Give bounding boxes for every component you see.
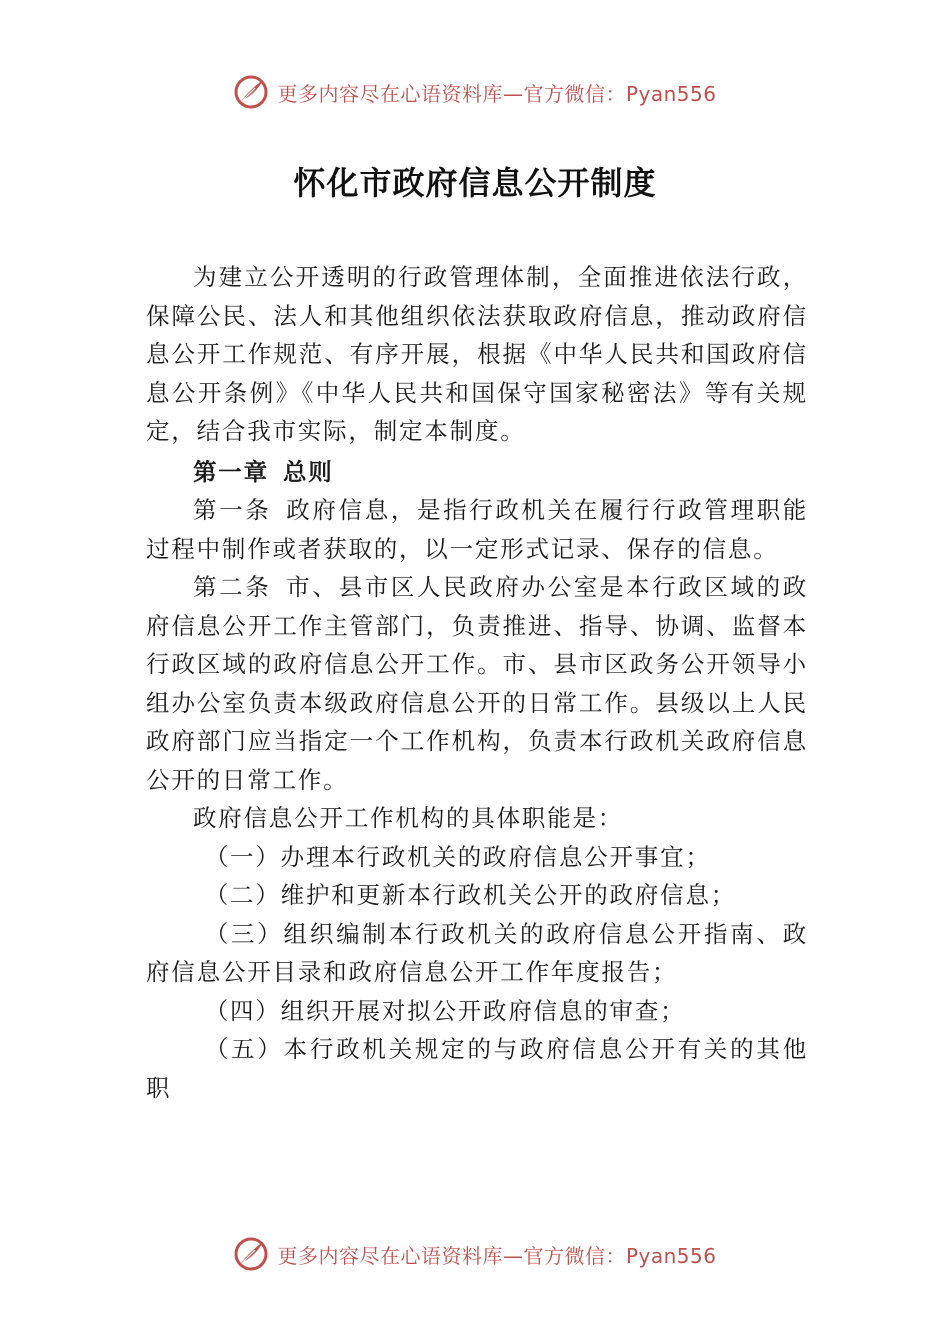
function-item: （三）组织编制本行政机关的政府信息公开指南、政府信息公开目录和政府信息公开工作年度报告；: [146, 919, 808, 986]
chapter-title: 总则: [283, 457, 334, 486]
functions-intro: 政府信息公开工作机构的具体职能是：: [193, 804, 624, 832]
watermark-text: 更多内容尽在心语资料库—官方微信：Pyan556: [277, 81, 717, 106]
intro-paragraph: 为建立公开透明的行政管理体制，全面推进依法行政，保障公民、法人和其他组织依法获取政府信息，推动政府信息公开工作规范、有序开展，根据《中华人民共和国政府信息公开条例》《中华人民共和国保守国家秘密法》等有关规定，结合我市实际，制定本制度。: [146, 263, 808, 445]
footer-watermark-banner: [0, 1232, 950, 1276]
article-2: [146, 568, 808, 799]
quill-circle-icon: [233, 1236, 269, 1272]
quill-circle-icon: [233, 74, 269, 110]
watermark-text: 更多内容尽在心语资料库—官方微信：Pyan556: [277, 1243, 717, 1268]
function-item: （二）维护和更新本行政机关公开的政府信息；: [204, 881, 737, 909]
article-text: 市、县市区人民政府办公室是本行政区域的政府信息公开工作主管部门，负责推进、指导、协调、监督本行政区域的政府信息公开工作。市、县市区政务公开领导小组办公室负责本级政府信息公开的日常工作。县级以上人民政府部门应当指定一个工作机构，负责本行政机关政府信息公开的日常工作。: [146, 573, 809, 794]
article-number: 第一条: [193, 496, 272, 524]
document-title: 怀化市政府信息公开制度: [293, 164, 657, 202]
article-text: 政府信息，是指行政机关在履行行政管理职能过程中制作或者获取的，以一定形式记录、保存的信息。: [146, 496, 809, 563]
function-item: （一）办理本行政机关的政府信息公开事宜；: [204, 842, 711, 871]
chapter-number: 第一章: [193, 457, 269, 486]
header-watermark-banner: [0, 70, 950, 114]
article-1: [146, 491, 808, 568]
function-item: （四）组织开展对拟公开政府信息的审查；: [204, 996, 686, 1025]
chapter-heading: [146, 453, 808, 492]
document-body: [146, 258, 808, 1107]
article-number: 第二条: [193, 573, 272, 601]
function-item: （五）本行政机关规定的与政府信息公开有关的其他职: [146, 1035, 808, 1102]
